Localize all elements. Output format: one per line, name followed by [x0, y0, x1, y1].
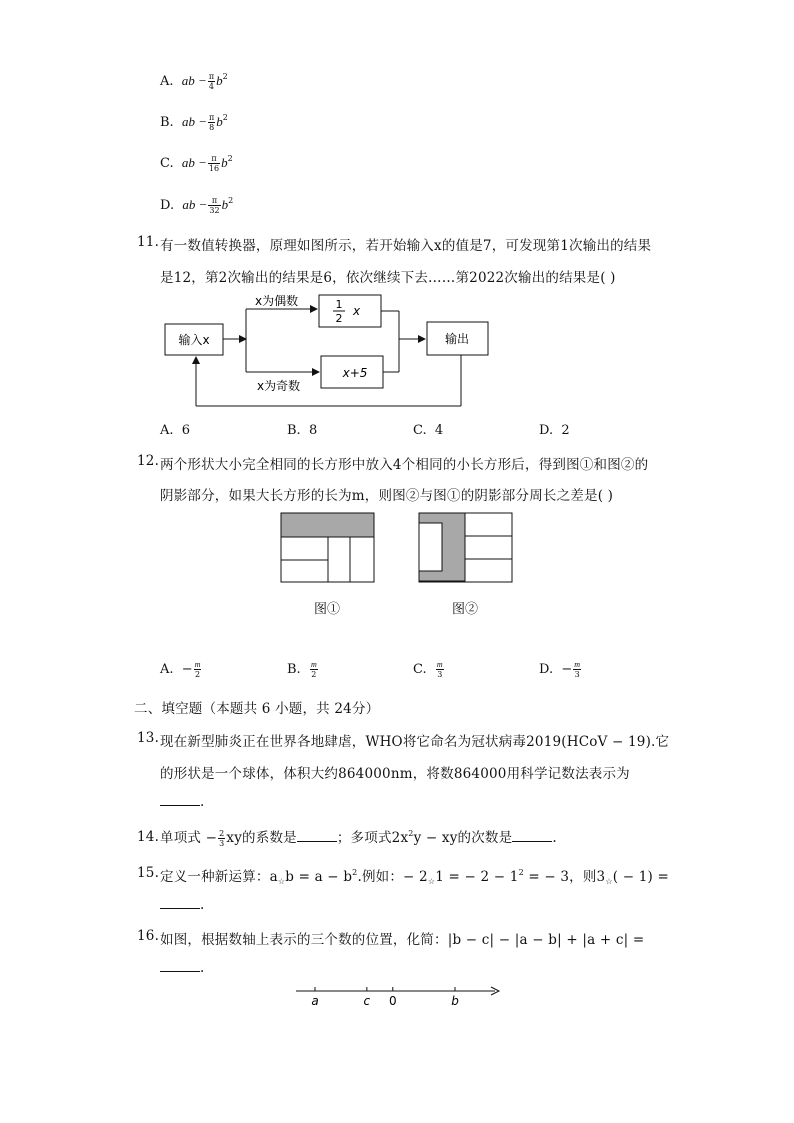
q11-option-a[interactable]: A. 6: [160, 423, 191, 438]
q14-number: 14.: [137, 829, 160, 845]
q10-option-b[interactable]: B. ab − $\frac{\pi}{8}$ $b^2$: [160, 113, 228, 132]
fraction: $\frac{m}{3}$: [436, 660, 443, 679]
half-box: [319, 295, 381, 327]
q11-flow-diagram: [155, 288, 505, 412]
q16-number: 16.: [137, 928, 160, 944]
tick-label-a: a: [311, 994, 319, 1008]
q14-line: 单项式 − $\frac{2}{3}$ xy的系数是 ；多项式$2x^2y$ − xy的次数是 .: [160, 829, 557, 848]
q12-line1: 两个形状大小完全相同的长方形中放入4个相同的小长方形后，得到图①和图②的: [160, 457, 649, 473]
tick-label-b: b: [451, 994, 459, 1008]
answer-blank[interactable]: [160, 959, 200, 972]
q11-line1: 有一数值转换器，原理如图所示，若开始输入x的值是7，可发现第1次输出的结果: [160, 238, 652, 254]
q15-line1: 定义一种新运算：$a_☆b = a - b^2$.例如：− $2_☆1$ = − $2 - 1^2$ = − 3，则$3_☆( - 1)$ =: [160, 868, 669, 886]
q12-option-c[interactable]: C. $\frac{m}{3}$: [413, 660, 443, 679]
q11-option-b[interactable]: B. 8: [287, 423, 318, 438]
section-heading: 二、填空题（本题共 6 小题，共 24分）: [134, 701, 380, 717]
fraction: $\frac{m}{3}$: [574, 660, 581, 679]
answer-blank[interactable]: [160, 896, 200, 909]
odd-label: x为奇数: [257, 379, 301, 393]
fraction: $\frac{m}{2}$: [310, 660, 317, 679]
even-label: x为偶数: [255, 294, 299, 308]
q12-number: 12.: [137, 453, 160, 469]
q13-line2: 的形状是一个球体，体积大约864000nm，将数864000用科学记数法表示为: [160, 766, 630, 782]
q15-number: 15.: [137, 865, 160, 881]
fraction: $\frac{2}{3}$: [219, 829, 225, 848]
q12-option-d[interactable]: D. − $\frac{m}{3}$: [539, 660, 581, 679]
q12-option-a[interactable]: A. − $\frac{m}{2}$: [160, 660, 201, 679]
q12-figure-1: [280, 512, 376, 584]
q12-figure-2-caption: 图②: [452, 602, 479, 617]
answer-blank[interactable]: [160, 793, 200, 806]
q16-line2: .: [160, 959, 205, 976]
answer-blank[interactable]: [512, 829, 552, 842]
fraction: $\frac{\pi}{32}$: [209, 196, 220, 215]
q12-figure-1-caption: 图①: [314, 602, 341, 617]
q13-line1: 现在新型肺炎正在世界各地肆虐，WHO将它命名为冠状病毒2019(HCoV − 19).它: [160, 734, 670, 750]
q11-option-d[interactable]: D. 2: [539, 423, 570, 438]
q16-line1: 如图，根据数轴上表示的三个数的位置，化简：|b − c| − |a − b| + |a + c| =: [160, 932, 645, 948]
half-den: 2: [335, 312, 343, 325]
q13-number: 13.: [137, 730, 160, 746]
fraction: $\frac{\pi}{4}$: [208, 72, 215, 91]
input-label: 输入x: [178, 333, 210, 347]
q10-option-d[interactable]: D. ab − $\frac{\pi}{32}$ $b^2$: [160, 196, 234, 215]
q12-figure-2: [418, 512, 514, 584]
number-line: [290, 980, 510, 1010]
fig2-inner-rect: [419, 523, 442, 571]
q11-line2: 是12，第2次输出的结果是6，依次继续下去……第2022次输出的结果是( ): [160, 270, 616, 286]
plus5-label: x+5: [342, 366, 368, 380]
output-label: 输出: [444, 332, 470, 346]
q12-line2: 阴影部分，如果大长方形的长为m，则图②与图①的阴影部分周长之差是( ): [160, 488, 614, 504]
q11-option-c[interactable]: C. 4: [413, 423, 444, 438]
half-num: 1: [335, 298, 343, 311]
fraction: $\frac{\pi}{16}$: [208, 154, 220, 173]
half-var: x: [353, 304, 361, 318]
fraction: $\frac{m}{2}$: [194, 660, 201, 679]
tick-label-c: c: [363, 994, 371, 1008]
q10-option-a[interactable]: A. ab − $\frac{\pi}{4}$ $b^2$: [160, 72, 228, 91]
q15-line2: .: [160, 896, 205, 913]
tick-label-0: 0: [388, 994, 397, 1008]
q13-line3: .: [160, 793, 205, 810]
q11-number: 11.: [137, 234, 160, 250]
q10-option-c[interactable]: C. ab − $\frac{\pi}{16}$ $b^2$: [160, 154, 233, 173]
answer-blank[interactable]: [297, 829, 337, 842]
fig1-shaded-region: [281, 513, 374, 537]
q12-option-b[interactable]: B. $\frac{m}{2}$: [287, 660, 317, 679]
fraction: $\frac{\pi}{8}$: [208, 113, 215, 132]
